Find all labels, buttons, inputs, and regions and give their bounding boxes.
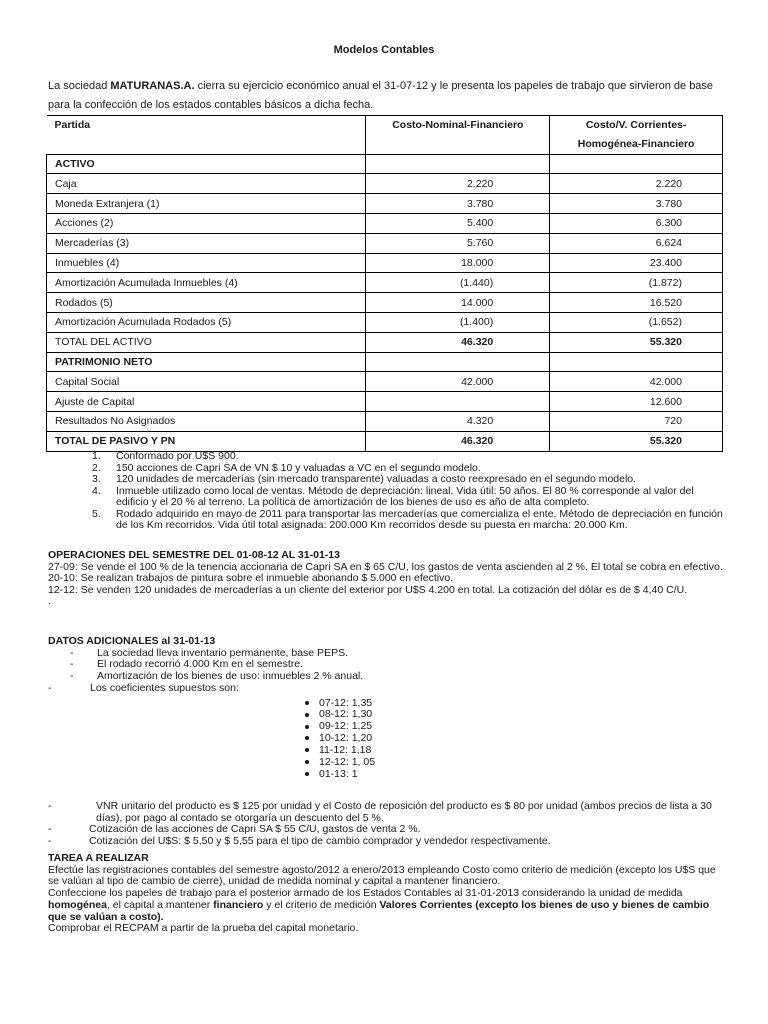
tarea-heading: TAREA A REALIZAR [48, 852, 149, 864]
row-label: Caja [47, 174, 366, 194]
activo-section-row [47, 154, 723, 174]
bullet-icon [305, 701, 309, 705]
list-item: - Los coeficientes supuestos son: [48, 681, 239, 694]
activo-label: ACTIVO [47, 154, 366, 174]
header-vc-1: Costo/V. Corrientes- [550, 116, 723, 135]
table-row [47, 392, 723, 412]
row-cnf-value: 5.400 [366, 213, 550, 233]
list-item: 3. 120 unidades de mercaderías (sin mercado transparente) valuadas a costo reexpresado en el segundo modelo. [92, 473, 637, 485]
intro-line1: cierra su ejercicio económico anual el 31-07-12 y le presenta los papeles de trabajo que sirvieron de base [194, 80, 714, 92]
tarea-paragraph-1: Efectúe las registraciones contables del semestre agosto/2012 a enero/2013 empleando Costo como criterio de medición (excepto los U$S que se valúan al tipo de cambio de cierre), unidad de medida nominal y capital a mantener financiero. [48, 863, 716, 888]
list-item: 1. Conformado por U$S 900. [92, 450, 239, 462]
tarea-section [48, 853, 728, 935]
table-header-row [47, 116, 723, 135]
row-cnf-value: 14.000 [366, 293, 550, 313]
total-pn-label: TOTAL DE PASIVO Y PN [47, 431, 366, 451]
list-item: 2. 150 acciones de Capri SA de VN $ 10 y valuadas a VC en el segundo modelo. [92, 461, 481, 474]
bullet-icon [305, 760, 309, 764]
list-item: - Cotización de las acciones de Capri SA $ 55 C/U, gastos de venta 2 %. [48, 823, 421, 836]
bullet-icon [305, 772, 309, 776]
coef-item: 01-13: 1 [305, 769, 768, 781]
row-label: Resultados No Asignados [47, 411, 366, 431]
row-vc-value: 720 [550, 411, 723, 431]
row-label: Amortización Acumulada Rodados (5) [47, 312, 366, 332]
table-row [47, 411, 723, 431]
total-activo-cnf: 46.320 [366, 332, 550, 352]
coef-item: 09-12: 1,25 [305, 721, 768, 733]
table-row [47, 273, 723, 293]
list-item: 12-12: Se venden 120 unidades de mercaderías a un cliente del exterior por U$S 4.200 en total. La cotización del dólar es de $ 4,40 C/U. [48, 584, 688, 597]
row-vc-value: 3.780 [550, 194, 723, 214]
total-activo-label: TOTAL DEL ACTIVO [47, 332, 366, 352]
table-row [47, 312, 723, 332]
list-item: - VNR unitario del producto es $ 125 por unidad y el Costo de reposición del producto es $ 80 por unidad (ambos precios de lista a 30 días), por pago al contado se otorgaría un descuento del 5 %. [48, 800, 712, 824]
datos-heading: DATOS ADICIONALES al 31-01-13 [48, 635, 216, 647]
row-vc-value: 16.520 [550, 293, 723, 313]
pn-label: PATRIMONIO NETO [47, 352, 366, 372]
row-label: Ajuste de Capital [47, 392, 366, 412]
row-cnf-value [366, 392, 550, 412]
row-cnf-value: 3.780 [366, 194, 550, 214]
table-row [47, 233, 723, 253]
header-cnf: Costo-Nominal-Financiero [366, 116, 550, 135]
datos-extra-section [48, 801, 728, 848]
tarea-paragraph-2: Confeccione los papeles de trabajo para el posterior armado de los Estados Contables al 31-01-2013 considerando la unidad de medida homogénea, el capital a mantener financiero y el criterio de medición Valores Corrientes (excepto los bienes de uso y bienes de cambio que se valúan a costo). [48, 887, 710, 923]
row-label: Mercaderías (3) [47, 233, 366, 253]
row-label: Inmuebles (4) [47, 253, 366, 273]
list-item: 4. Inmueble utilizado como local de ventas. Método de depreciación: lineal. Vida útil: 50 años. El 80 % corresponde al valor del edificio y el 20 % al terreno. La política de amortización de los bienes de uso es año de alta completo. [92, 484, 694, 508]
coef-item: 07-12: 1,35 [305, 698, 768, 710]
row-cnf-value: 4.320 [366, 411, 550, 431]
row-label: Rodados (5) [47, 293, 366, 313]
coef-item: 10-12: 1,20 [305, 733, 768, 745]
total-activo-vc: 55.320 [550, 332, 723, 352]
header-vc-2: Homogénea-Financiero [550, 135, 723, 154]
list-item: - Amortización de los bienes de uso: inmuebles 2 % anual. [70, 670, 364, 683]
pn-section-row [47, 352, 723, 372]
table-header-row-2 [47, 135, 723, 154]
row-vc-value: 2.220 [550, 174, 723, 194]
row-label: Capital Social [47, 372, 366, 392]
list-item: - Cotización del U$S: $ 5,50 y $ 5,55 para el tipo de cambio comprador y vendedor respectivamente. [48, 835, 551, 848]
table-row [47, 372, 723, 392]
bullet-icon [305, 736, 309, 740]
row-vc-value: 6.300 [550, 213, 723, 233]
coef-item: 12-12: 1, 05 [305, 757, 768, 769]
row-vc-value: 23.400 [550, 253, 723, 273]
header-partida: Partida [47, 116, 366, 135]
row-cnf-value: 42.000 [366, 372, 550, 392]
page-title: Modelos Contables [333, 44, 435, 56]
table-row [47, 293, 723, 313]
row-vc-value: (1.872) [550, 273, 723, 293]
intro-paragraph [48, 77, 728, 115]
total-pn-row [47, 431, 723, 451]
list-item: 20-10: Se realizan trabajos de pintura sobre el inmueble abonando $ 5.000 en efectivo. [48, 572, 454, 585]
row-cnf-value: (1.400) [366, 312, 550, 332]
bullet-icon [305, 748, 309, 752]
list-item: 5. Rodado adquirido en mayo de 2011 para transportar las mercaderías que comercializa el ente. Método de depreciación en función de los Km recorridos. Vida útil total asignada: 200.000 Km recorridos desde su puesta en marcha: 20.000 Km. [92, 507, 723, 531]
row-vc-value: 42.000 [550, 372, 723, 392]
balance-table [46, 115, 723, 452]
list-item: 27-09: Se vende el 100 % de la tenencia accionaria de Capri SA en $ 65 C/U, los gastos de venta ascienden al 2 %. El total se cobra en efectivo. [48, 560, 723, 573]
row-label: Amortización Acumulada Inmuebles (4) [47, 273, 366, 293]
row-label: Acciones (2) [47, 213, 366, 233]
row-cnf-value: (1.440) [366, 273, 550, 293]
bullet-icon [305, 725, 309, 729]
row-vc-value: 12.600 [550, 392, 723, 412]
stray-mark: . [48, 594, 51, 607]
coef-item: 08-12: 1,30 [305, 709, 768, 721]
list-item: - La sociedad lleva inventario permanente, base PEPS. [70, 646, 348, 659]
coef-item: 11-12: 1,18 [305, 745, 768, 757]
row-cnf-value: 2.220 [366, 174, 550, 194]
total-pn-vc: 55.320 [550, 431, 723, 451]
table-row [47, 174, 723, 194]
notes-list [92, 451, 728, 532]
intro-pre: La sociedad [48, 80, 111, 92]
operaciones-section [48, 550, 728, 605]
bullet-icon [305, 713, 309, 717]
row-cnf-value: 5.760 [366, 233, 550, 253]
operaciones-heading: OPERACIONES DEL SEMESTRE DEL 01-08-12 AL 31-01-13 [48, 549, 340, 561]
tarea-paragraph-3: Comprobar el RECPAM a partir de la prueba del capital monetario. [48, 922, 359, 935]
company-name: MATURANAS.A. [110, 80, 195, 92]
table-row [47, 194, 723, 214]
table-row [47, 253, 723, 273]
row-cnf-value: 18.000 [366, 253, 550, 273]
datos-section [48, 636, 728, 781]
total-activo-row [47, 332, 723, 352]
intro-line2: para la confección de los estados contables básicos a dicha fecha. [48, 99, 374, 111]
list-item: - El rodado recorrió 4.000 Km en el semestre. [70, 658, 304, 671]
row-label: Moneda Extranjera (1) [47, 194, 366, 214]
total-pn-cnf: 46.320 [366, 431, 550, 451]
row-vc-value: (1.652) [550, 312, 723, 332]
table-row [47, 213, 723, 233]
row-vc-value: 6.624 [550, 233, 723, 253]
